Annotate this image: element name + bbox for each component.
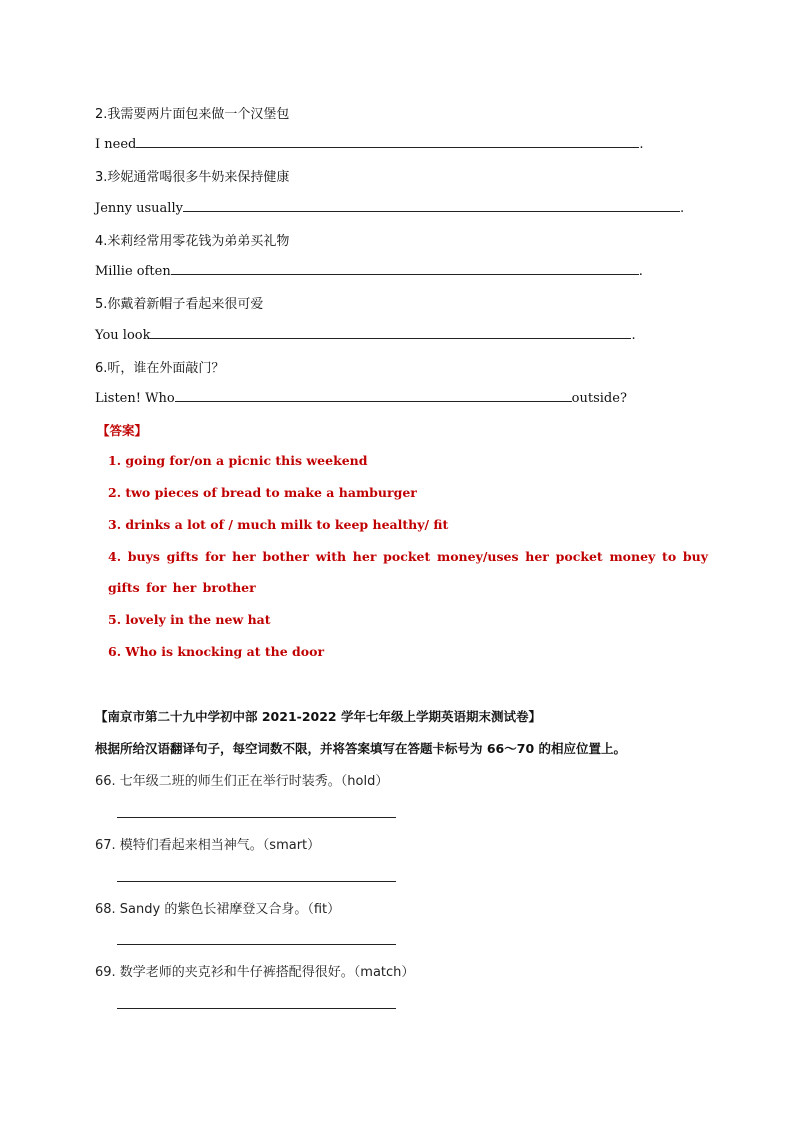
answer-lead: Millie often (95, 264, 171, 279)
translation-item: 69. 数学老师的夹克衫和牛仔裤搭配得很好。（match） (95, 965, 415, 980)
answer-line (95, 135, 644, 152)
answer-item: 6. Who is knocking at the door (108, 644, 325, 659)
answer-line (95, 326, 636, 343)
translation-item: 68. Sandy 的紫色长裙摩登又合身。（fit） (95, 902, 341, 917)
question-prompt: 6.听，谁在外面敲门？ (95, 361, 225, 376)
answer-header: 【答案】 (97, 423, 148, 438)
answer-tail: . (631, 328, 636, 343)
answer-tail: . (679, 201, 685, 216)
answer-lead: Jenny usually (95, 201, 183, 216)
answer-lead: Listen! Who (95, 391, 175, 406)
answer-tail: . (639, 137, 644, 152)
answer-blank[interactable] (183, 199, 680, 212)
answer-item: 5. lovely in the new hat (108, 612, 271, 627)
answer-item: 3. drinks a lot of / much milk to keep healthy/ fit (108, 517, 449, 532)
answer-blank[interactable] (150, 326, 631, 339)
answer-item: 2. two pieces of bread to make a hamburger (108, 485, 417, 500)
question-prompt: 2.我需要两片面包来做一个汉堡包 (95, 107, 290, 122)
answer-blank[interactable] (175, 389, 572, 402)
translation-blank[interactable] (117, 880, 396, 882)
translation-item: 67. 模特们看起来相当神气。（smart） (95, 838, 321, 853)
answer-line (95, 199, 684, 216)
answer-tail: . (638, 264, 643, 279)
question-prompt: 3.珍妮通常喝很多牛奶来保持健康 (95, 170, 290, 185)
translation-item: 66. 七年级二班的师生们正在举行时装秀。（hold） (95, 774, 389, 789)
translation-blank[interactable] (117, 1007, 396, 1009)
answer-tail: outside? (571, 391, 627, 406)
question-prompt: 4.米莉经常用零花钱为弟弟买礼物 (95, 234, 290, 249)
translation-blank[interactable] (117, 943, 396, 945)
translation-blank[interactable] (117, 816, 396, 818)
answer-lead: I need (95, 137, 137, 152)
question-prompt: 5.你戴着新帽子看起来很可爱 (95, 297, 264, 312)
section-instruction: 根据所给汉语翻译句子，每空词数不限，并将答案填写在答题卡标号为 66～70 的相应位置上。 (95, 741, 626, 756)
answer-blank[interactable] (136, 135, 639, 148)
answer-item: 4. buys gifts for her bother with her pocket money/uses her pocket money to buy gifts for her brother (108, 549, 708, 595)
answer-line (95, 389, 627, 406)
answer-line (95, 262, 643, 279)
section-title: 【南京市第二十九中学初中部 2021-2022 学年七年级上学期英语期末测试卷】 (95, 709, 541, 724)
answer-blank[interactable] (171, 262, 639, 275)
answer-item: 1. going for/on a picnic this weekend (108, 453, 368, 468)
answer-lead: You look (95, 328, 151, 343)
